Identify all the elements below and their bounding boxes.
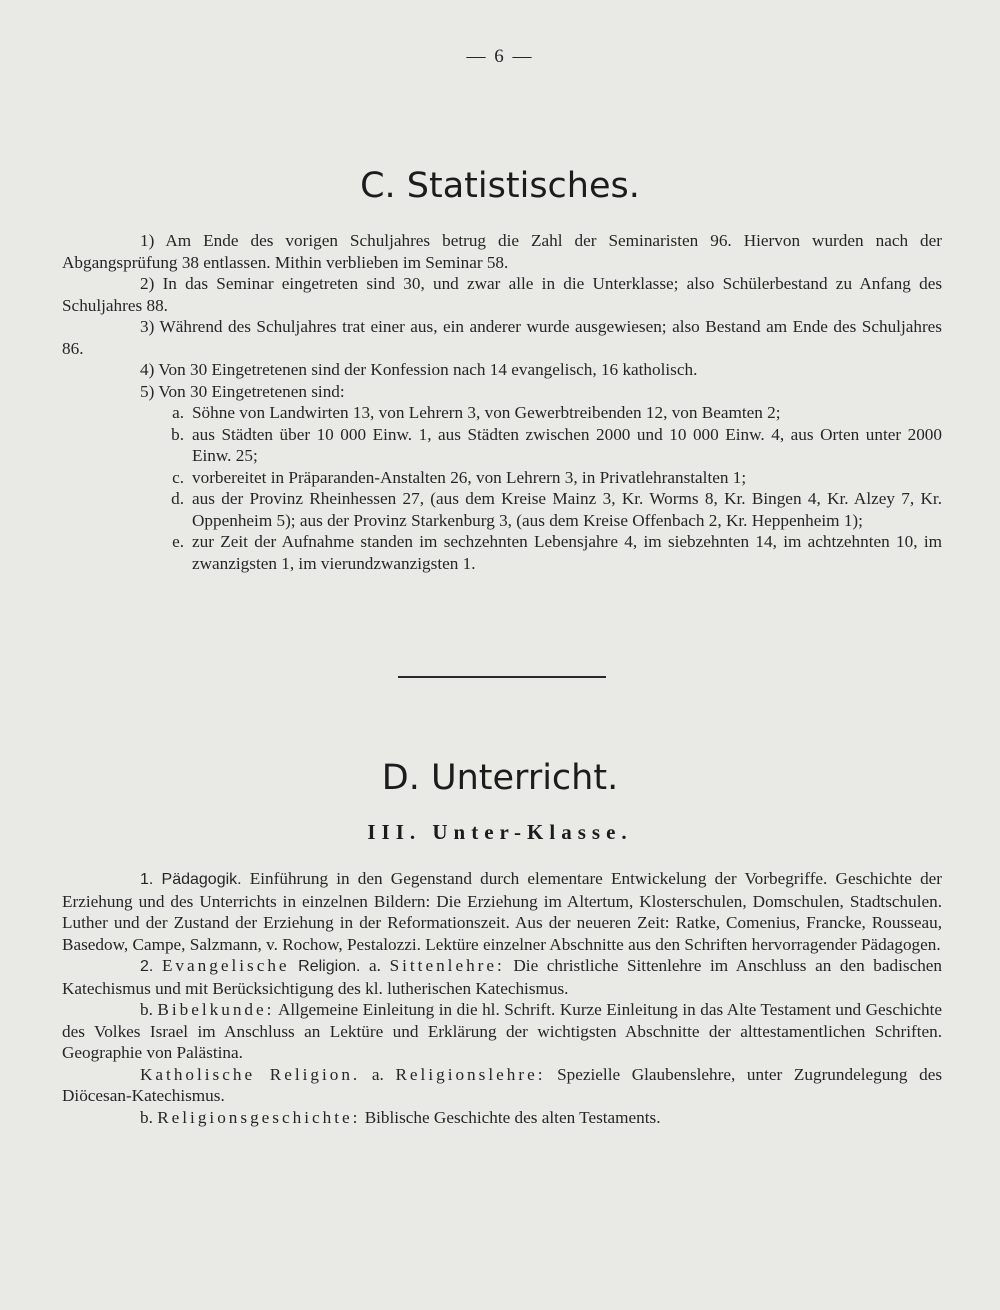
subject-heading-spaced: Katholische Religion. <box>140 1064 361 1084</box>
stat-number: 1) <box>140 231 155 250</box>
item-text: zur Zeit der Aufnahme standen im sechzehnten Lebensjahre 4, im siebzehnten 14, im achtzehnten 10, im zwanzigsten 1, im vierundzwanzigsten 1. <box>192 532 942 573</box>
subject-heading: Religion. <box>298 958 361 975</box>
subject-text: Biblische Geschichte des alten Testaments. <box>364 1107 661 1127</box>
stat-paragraph-1 <box>62 230 942 273</box>
subject-katholische-religion <box>62 1064 942 1107</box>
subsection-heading: Sittenlehre: <box>389 956 505 975</box>
item-text: aus der Provinz Rheinhessen 27, (aus dem Kreise Mainz 3, Kr. Worms 8, Kr. Bingen 4, Kr. Alzey 7, Kr. Oppenheim 5); aus der Provinz Starkenburg 3, (aus dem Kreise Offenbach 2, Kr. Heppenheim 1); <box>192 489 942 530</box>
stat-text: Von 30 Eingetretenen sind: <box>158 381 345 401</box>
stat-paragraph-2 <box>62 273 942 316</box>
subject-text: Die christliche Sittenlehre im Anschluss an den badischen Katechismus und mit Berücksichtigung des kl. lutherischen Katechismus. <box>62 956 943 998</box>
section-d-title: D. Unterricht. <box>381 758 619 798</box>
subject-paedagogik <box>62 868 942 955</box>
stat-number: 4) <box>140 360 155 379</box>
stat-item-a <box>62 402 942 424</box>
subject-number: 1. <box>140 871 154 888</box>
subsection-label: b. <box>140 1000 153 1019</box>
item-label: a. <box>172 403 184 422</box>
item-label: b. <box>171 424 184 444</box>
subsection-heading: Religionsgeschichte: <box>157 1107 361 1127</box>
item-text: vorbereitet in Präparanden-Anstalten 26, von Lehrern 3, in Privatlehranstalten 1; <box>192 467 747 487</box>
subject-religionsgeschichte <box>62 1107 942 1129</box>
subject-bibelkunde <box>62 999 942 1064</box>
stat-paragraph-5 <box>62 381 942 403</box>
stat-item-d <box>62 488 942 531</box>
subsection-heading: Bibelkunde: <box>157 1000 275 1019</box>
stat-text: Am Ende des vorigen Schuljahres betrug die Zahl der Seminaristen 96. Hiervon wurden nach der Abgangsprüfung 38 entlassen. Mithin verblieben im Seminar 58. <box>62 231 942 272</box>
stat-text: Während des Schuljahres trat einer aus, ein anderer wurde ausgewiesen; also Bestand am Ende des Schuljahres 86. <box>62 317 942 358</box>
item-text: aus Städten über 10 000 Einw. 1, aus Städten zwischen 2000 und 10 000 Einw. 4, aus Orten unter 2000 Einw. 25; <box>192 424 942 465</box>
subject-text: Einführung in den Gegenstand durch elementare Entwickelung der Vorbegriffe. Geschichte der Erziehung und des Unterrichts in einzelnen Bildern: Die Erziehung im Altertum, Klosterschulen, Domschulen, Stadtschulen. Luther und der Zustand der Erziehung in der Reformationszeit. Aus der neueren Zeit: Ratke, Comenius, Francke, Rousseau, Basedow, Campe, Salzmann, v. Rochow, Pestalozzi. Lektüre einzelner Abschnitte aus den Schriften hervorragender Pädagogen. <box>62 869 943 954</box>
stat-number: 2) <box>140 274 155 293</box>
section-d-body <box>62 868 942 1128</box>
section-c-title: C. Statistisches. <box>360 166 640 206</box>
item-label: e. <box>172 532 184 551</box>
section-d-subtitle: III. Unter-Klasse. <box>367 820 633 844</box>
page-number: — 6 — <box>466 46 534 67</box>
stat-item-b <box>62 424 942 467</box>
subsection-heading: Religionslehre: <box>395 1064 546 1084</box>
stat-item-e <box>62 531 942 574</box>
stat-text: Von 30 Eingetretenen sind der Konfession nach 14 evangelisch, 16 katholisch. <box>158 360 698 379</box>
subject-heading: Pädagogik. <box>161 871 242 888</box>
stat-number: 3) <box>140 317 155 336</box>
subject-text: Allgemeine Einleitung in die hl. Schrift. Kurze Einleitung in das Alte Testament und Geschichte des Volkes Israel im Anschluss an Lektüre und Erklärung der wichtigsten Abschnitte der alttestamentlichen Schriften. Geographie von Palästina. <box>62 1000 942 1062</box>
section-c-body <box>62 230 942 574</box>
stat-paragraph-3 <box>62 316 942 359</box>
subject-text: Spezielle Glaubenslehre, unter Zugrundelegung des Diöcesan-Katechismus. <box>62 1064 943 1105</box>
subject-heading-spaced: Evangelische <box>161 956 290 975</box>
stat-paragraph-4 <box>62 359 942 381</box>
subject-evangelische-religion <box>62 955 942 999</box>
section-divider <box>398 676 606 678</box>
item-label: d. <box>171 489 184 508</box>
stat-item-c <box>62 467 942 489</box>
subsection-label: b. <box>140 1107 153 1127</box>
stat-number: 5) <box>140 381 155 401</box>
stat-text: In das Seminar eingetreten sind 30, und zwar alle in die Unterklasse; also Schülerbestand zu Anfang des Schuljahres 88. <box>62 274 943 315</box>
subsection-label: a. <box>371 1064 384 1084</box>
item-label: c. <box>172 467 184 487</box>
subsection-label: a. <box>369 956 381 975</box>
item-text: Söhne von Landwirten 13, von Lehrern 3, von Gewerbtreibenden 12, von Beamten 2; <box>192 403 781 422</box>
subject-number: 2. <box>140 958 154 975</box>
